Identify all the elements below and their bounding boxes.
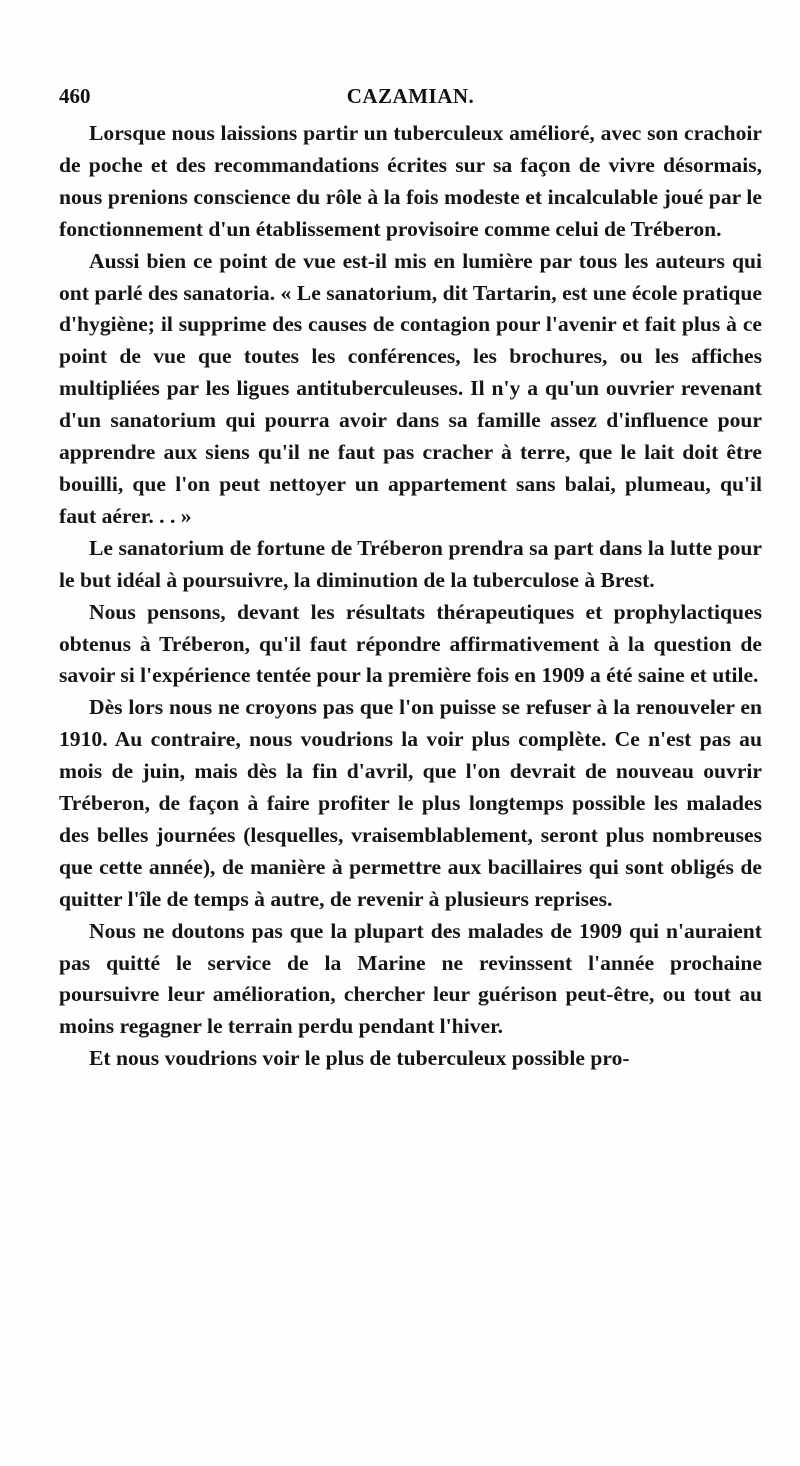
paragraph: Et nous voudrions voir le plus de tuberculeux possible pro- [89,1046,630,1071]
paragraph: Le sanatorium de fortune de Tréberon prendra sa part dans la lutte pour le but idéal à poursuivre, la diminution de la tuberculose à Brest. [59,535,762,592]
running-head: CAZAMIAN. [346,84,475,108]
paragraph: Nous pensons, devant les résultats thérapeutiques et prophylactiques obtenus à Tréberon, qu'il faut répondre affirmativement à la question de savoir si l'expérience tentée pour la première fois en 1909 a été saine et utile. [59,599,762,688]
body-text [59,118,762,1075]
page-header [59,84,762,114]
page-number: 460 [59,84,91,108]
paragraph: Nous ne doutons pas que la plupart des malades de 1909 qui n'auraient pas quitté le service de la Marine ne revinssent l'année prochaine poursuivre leur amélioration, chercher leur guérison peut-être, ou tout au moins regagner le terrain perdu pendant l'hiver. [59,918,762,1039]
paragraph: Dès lors nous ne croyons pas que l'on puisse se refuser à la renouveler en 1910. Au contraire, nous voudrions la voir plus complète. Ce n'est pas au mois de juin, mais dès la fin d'avril, que l'on devrait de nouveau ouvrir Tréberon, de façon à faire profiter le plus longtemps possible les malades des belles journées (lesquelles, vraisemblablement, seront plus nombreuses que cette année), de manière à permettre aux bacillaires qui sont obligés de quitter l'île de temps à autre, de revenir à plusieurs reprises. [59,695,762,911]
paragraph: Aussi bien ce point de vue est-il mis en lumière par tous les auteurs qui ont parlé des sanatoria. « Le sanatorium, dit Tartarin, est une école pratique d'hygiène; il supprime des causes de contagion pour l'avenir et fait plus à ce point de vue que toutes les conférences, les brochures, ou les affiches multipliées par les ligues antituberculeuses. Il n'y a qu'un ouvrier revenant d'un sanatorium qui pourra avoir dans sa famille assez d'influence pour apprendre aux siens qu'il ne faut pas cracher à terre, que le lait doit être bouilli, que l'on peut nettoyer un appartement sans balai, plumeau, qu'il faut aérer. . . » [59,248,762,528]
paragraph: Lorsque nous laissions partir un tuberculeux amélioré, avec son crachoir de poche et des recommandations écrites sur sa façon de vivre désormais, nous prenions conscience du rôle à la fois modeste et incalculable joué par le fonctionnement d'un établissement provisoire comme celui de Tréberon. [59,121,762,241]
